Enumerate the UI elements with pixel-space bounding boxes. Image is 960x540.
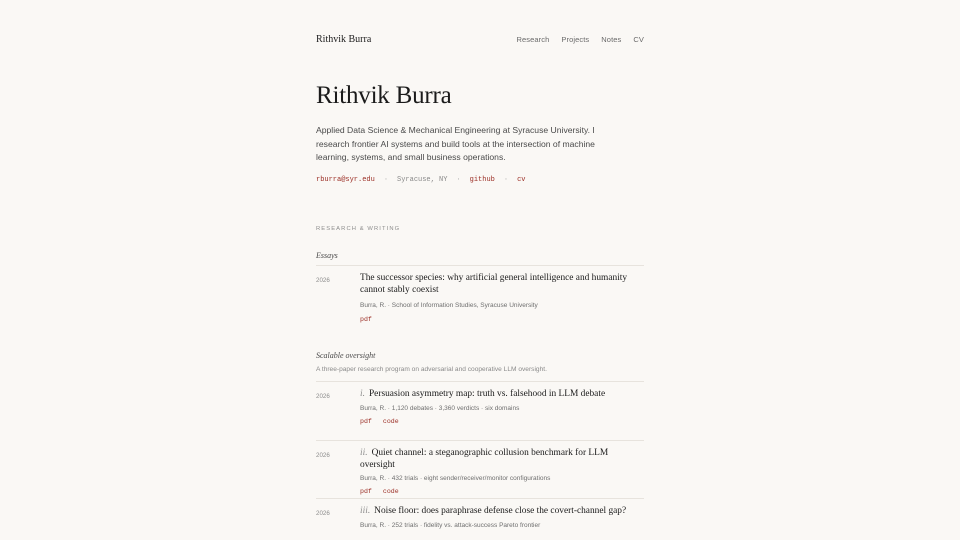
- entry-year: 2026: [316, 510, 330, 517]
- nav-projects[interactable]: Projects: [561, 34, 590, 44]
- entry-links: [360, 418, 644, 425]
- nav-research[interactable]: Research: [516, 34, 550, 44]
- top-nav: [516, 35, 644, 44]
- pdf-link[interactable]: pdf: [360, 417, 372, 425]
- section-label: RESEARCH & WRITING: [316, 226, 401, 232]
- entry-year: 2026: [316, 393, 330, 400]
- paper-entry: [316, 506, 644, 529]
- entry-title-link[interactable]: [360, 448, 644, 471]
- paper-numeral: i.: [360, 389, 365, 399]
- divider: [316, 265, 644, 266]
- entry-year: 2026: [316, 277, 330, 284]
- divider: [316, 381, 644, 382]
- entry-meta: Burra, R. · 252 trials · fidelity vs. attack-success Pareto frontier: [360, 521, 541, 529]
- oversight-description: A three-paper research program on adversarial and cooperative LLM oversight.: [316, 366, 547, 373]
- entry-links: [360, 316, 644, 323]
- separator: ·: [383, 176, 389, 184]
- entry-links: [360, 488, 644, 495]
- divider: [316, 498, 644, 499]
- paper-entry: [316, 389, 644, 425]
- location-text: Syracuse, NY: [397, 176, 448, 184]
- oversight-heading: Scalable oversight: [316, 351, 376, 360]
- entry-meta: Burra, R. · 1,120 debates · 3,360 verdicts · six domains: [360, 404, 520, 412]
- cv-link[interactable]: cv: [517, 176, 526, 184]
- page-title: Rithvik Burra: [316, 82, 452, 109]
- site-header: [316, 32, 644, 46]
- entry-title-link[interactable]: [360, 389, 644, 401]
- nav-cv[interactable]: CV: [633, 34, 644, 44]
- separator: ·: [456, 176, 461, 184]
- bio-text: Applied Data Science & Mechanical Engineering at Syracuse University. I research frontier AI systems and build tools at the intersection of machine learning, systems, and small business operations.: [316, 125, 595, 163]
- divider: [316, 440, 644, 441]
- github-link[interactable]: github: [469, 176, 495, 184]
- paper-numeral: iii.: [360, 506, 371, 516]
- paper-title: Persuasion asymmetry map: truth vs. falsehood in LLM debate: [368, 389, 606, 399]
- separator: ·: [503, 176, 509, 184]
- paper-entry: [316, 448, 644, 495]
- paper-title: Noise floor: does paraphrase defense close the covert-channel gap?: [374, 506, 627, 516]
- essays-heading: Essays: [316, 251, 338, 260]
- email-link[interactable]: rburra@syr.edu: [316, 176, 375, 184]
- entry-year: 2026: [316, 452, 330, 459]
- site-name-link[interactable]: Rithvik Burra: [316, 33, 372, 45]
- entry-meta: Burra, R. · 432 trials · eight sender/receiver/monitor configurations: [360, 475, 551, 482]
- pdf-link[interactable]: pdf: [360, 488, 372, 495]
- nav-notes[interactable]: Notes: [601, 34, 622, 44]
- contact-line: [316, 176, 644, 184]
- code-link[interactable]: code: [382, 417, 399, 425]
- pdf-link[interactable]: pdf: [360, 316, 372, 323]
- essay-entry: [316, 273, 644, 323]
- paper-title: Quiet channel: a steganographic collusion benchmark for LLM oversight: [360, 448, 609, 470]
- paper-numeral: ii.: [360, 448, 368, 458]
- code-link[interactable]: code: [382, 488, 399, 495]
- entry-meta: Burra, R. · School of Information Studies, Syracuse University: [360, 302, 538, 309]
- entry-title-link[interactable]: [360, 506, 644, 518]
- entry-title-link[interactable]: The successor species: why artificial general intelligence and humanity cannot stably coexist: [360, 273, 628, 295]
